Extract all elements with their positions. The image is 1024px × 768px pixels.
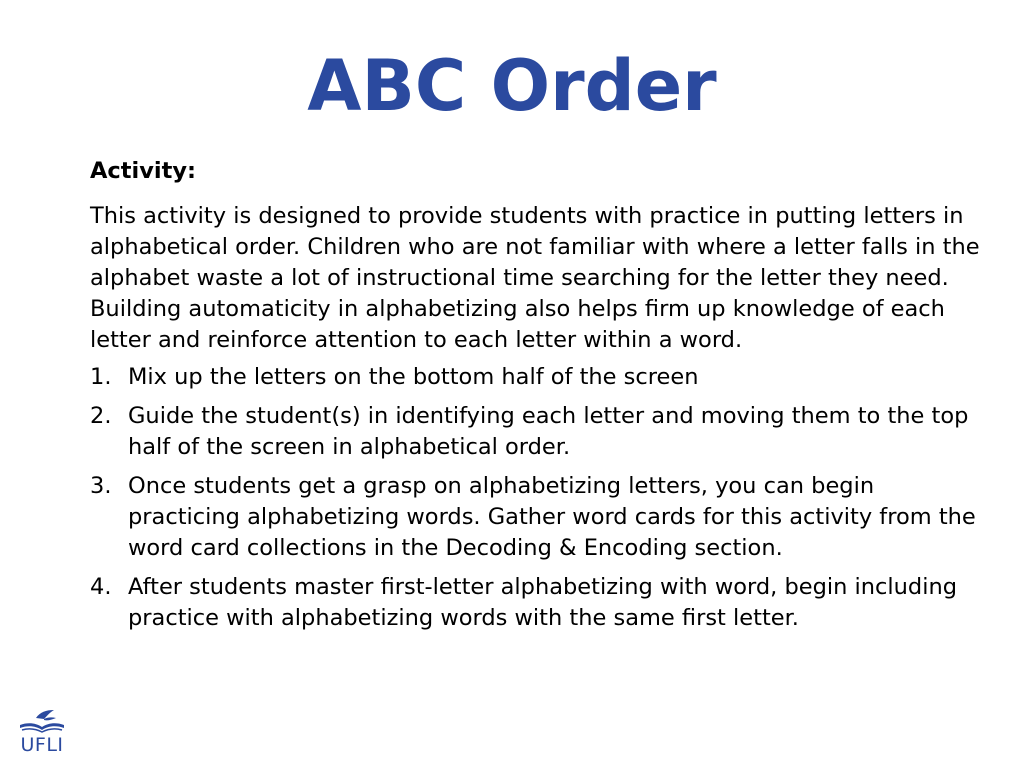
list-item: [90, 572, 980, 634]
slide-title: ABC Order: [307, 45, 717, 127]
logo-text: UFLI: [20, 734, 64, 756]
step-text: Mix up the letters on the bottom half of the screen: [128, 364, 699, 390]
step-text: Once students get a grasp on alphabetizing letters, you can begin practicing alphabetizing words. Gather word cards for this activity from the word card collections in the Decoding & Encoding section.: [128, 473, 976, 561]
ufli-logo: [14, 708, 70, 758]
activity-heading: Activity:: [90, 158, 197, 184]
intro-paragraph: This activity is designed to provide students with practice in putting letters in alphabetical order. Children who are not familiar with where a letter falls in the alphabet waste a lot of instructional time searching for the letter they need. Building automaticity in alphabetizing also helps firm up knowledge of each letter and reinforce attention to each letter within a word.: [90, 203, 980, 353]
list-item: [90, 401, 980, 463]
step-number: 3.: [90, 473, 112, 499]
step-number: 2.: [90, 403, 112, 429]
step-number: 1.: [90, 364, 112, 390]
list-item: [90, 471, 980, 564]
step-number: 4.: [90, 574, 112, 600]
list-item: [90, 362, 980, 393]
steps-list: [90, 362, 980, 634]
open-book-bird-icon: [14, 708, 70, 734]
slide-body: [90, 156, 980, 642]
step-text: Guide the student(s) in identifying each letter and moving them to the top half of the screen in alphabetical order.: [128, 403, 969, 460]
step-text: After students master first-letter alphabetizing with word, begin including practice with alphabetizing words with the same first letter.: [128, 574, 957, 631]
